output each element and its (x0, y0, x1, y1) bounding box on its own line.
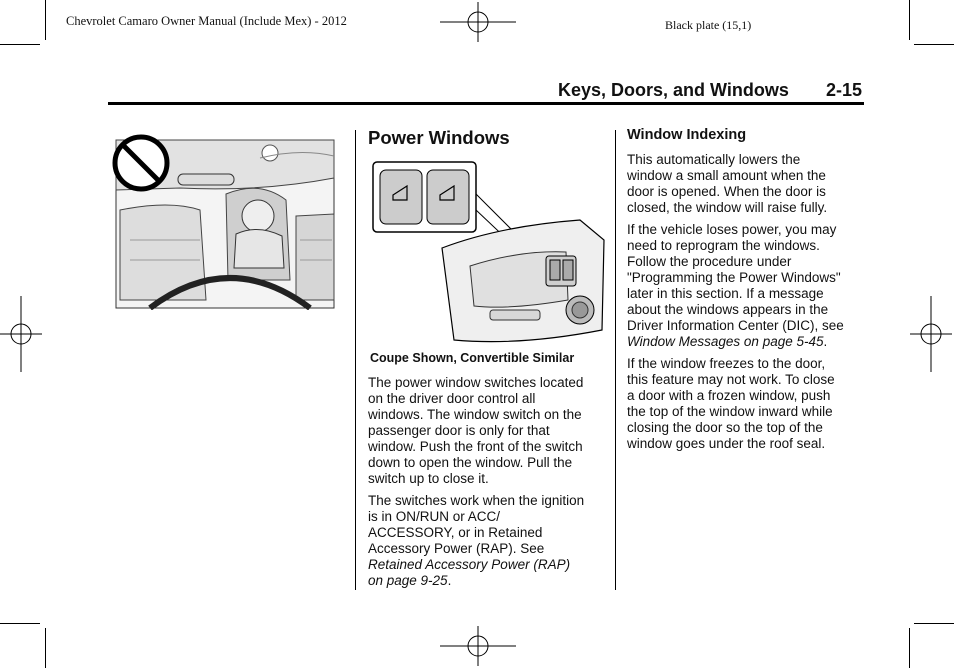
registration-mark-right (910, 296, 952, 372)
running-head-section: Keys, Doors, and Windows (558, 80, 789, 100)
registration-mark-left (0, 296, 42, 372)
registration-mark-top (440, 2, 516, 42)
crop-mark (914, 623, 954, 624)
text-line: this feature may not work. To close (627, 372, 835, 387)
text-line: is in ON/RUN or ACC/ (368, 509, 501, 524)
cross-reference-link[interactable]: Window Messages on page 5-45 (627, 334, 824, 349)
punctuation: . (823, 334, 828, 349)
column-divider (355, 130, 356, 590)
crop-mark (0, 44, 40, 45)
text-line: closing the door so the top of the (627, 420, 823, 435)
text-line: window. Push the front of the switch (368, 439, 583, 454)
text-line: window a small amount when the (627, 168, 826, 183)
text-line: ACCESSORY, or in Retained (368, 525, 543, 540)
crop-mark (45, 0, 46, 40)
text-line: The switches work when the ignition (368, 493, 585, 508)
text-line: This automatically lowers the (627, 152, 801, 167)
paragraph (627, 152, 867, 216)
window-indexing-body (627, 152, 867, 458)
figure-caption: Coupe Shown, Convertible Similar (370, 351, 575, 365)
power-windows-heading: Power Windows (368, 127, 510, 148)
crop-mark (914, 44, 954, 45)
child-seat-warning-illustration (110, 130, 336, 310)
cross-reference-link[interactable]: Retained Accessory Power (RAP) (368, 557, 571, 572)
text-line: the top of the window inward while (627, 404, 833, 419)
paragraph (627, 356, 867, 452)
text-line: Follow the procedure under (627, 254, 792, 269)
header-rule (108, 102, 864, 105)
text-line: a door with a frozen window, push (627, 388, 831, 403)
plate-label: Black plate (15,1) (665, 18, 752, 32)
text-line: If the vehicle loses power, you may (627, 222, 837, 237)
document-title: Chevrolet Camaro Owner Manual (Include Mex) - 2012 (66, 14, 347, 28)
text-line: "Programming the Power Windows" (627, 270, 841, 285)
text-line: need to reprogram the windows. (627, 238, 820, 253)
text-line: windows. The window switch on the (368, 407, 582, 422)
text-line: If the window freezes to the door, (627, 356, 826, 371)
page-number: 2-15 (826, 80, 863, 100)
power-window-switch-illustration (370, 160, 606, 346)
registration-mark-bottom (440, 626, 516, 666)
window-indexing-heading: Window Indexing (627, 127, 747, 143)
text-line: window goes under the roof seal. (627, 436, 826, 451)
paragraph (368, 493, 608, 589)
text-line: down to open the window. Pull the (368, 455, 573, 470)
paragraph (627, 222, 867, 350)
crop-mark (909, 0, 910, 40)
paragraph (368, 375, 608, 487)
column-divider (615, 130, 616, 590)
crop-mark (45, 628, 46, 668)
text-line: Driver Information Center (DIC), see (627, 318, 844, 333)
crop-mark (909, 628, 910, 668)
text-line: The power window switches located (368, 375, 584, 390)
crop-mark (0, 623, 40, 624)
text-line: later in this section. If a message (627, 286, 824, 301)
text-line: on the driver door control all (368, 391, 536, 406)
cross-reference-link[interactable]: on page 9-25 (368, 573, 448, 588)
punctuation: . (447, 573, 452, 588)
text-line: Accessory Power (RAP). See (368, 541, 545, 556)
text-line: passenger door is only for that (368, 423, 550, 438)
text-line: closed, the window will raise fully. (627, 200, 828, 215)
text-line: about the windows appears in the (627, 302, 829, 317)
power-windows-body (368, 375, 608, 595)
text-line: switch up to close it. (368, 471, 489, 486)
text-line: door is opened. When the door is (627, 184, 826, 199)
